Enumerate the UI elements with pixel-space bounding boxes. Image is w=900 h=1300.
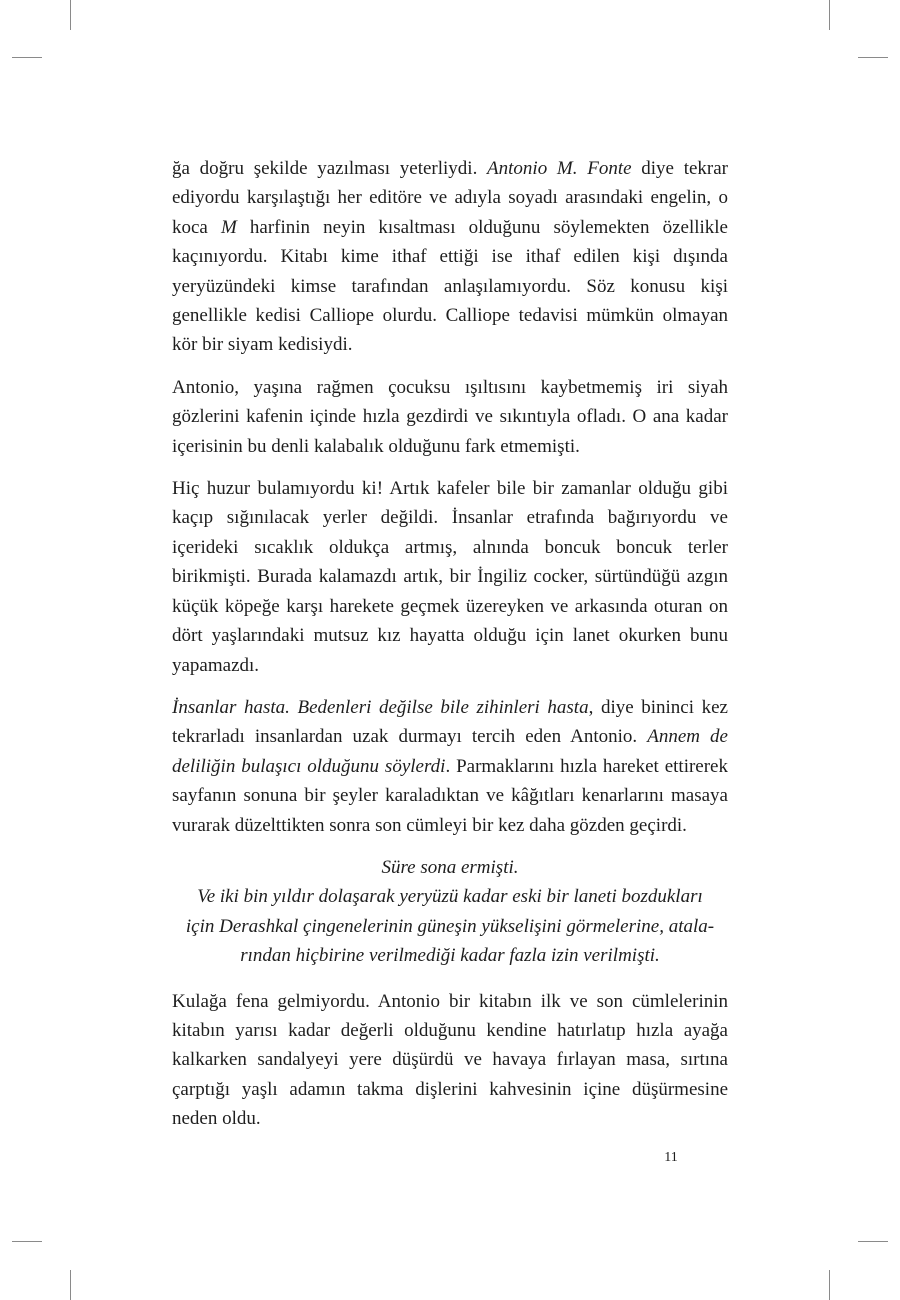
text-run: diye tekrar ediyordu karşılaştığı her editöre ve adıyla soyadı arasındaki engelin, o koca (172, 158, 728, 238)
crop-mark-top-left-h (12, 57, 42, 58)
paragraph-2 (172, 373, 728, 461)
text-run: Antonio, yaşına rağmen çocuksu ışıltısını kaybetmemiş iri siyah gözlerini kafenin içinde hızla gezdirdi ve sıkıntıyla ofladı. O ana kadar içerisinin bu denli kalabalık olduğunu fark etmemişti. (172, 376, 728, 457)
paragraph-closing (172, 987, 728, 1134)
paragraph-1 (172, 154, 728, 360)
centered-quote (172, 853, 728, 971)
text-run: Kulağa fena gelmiyordu. Antonio bir kitabın ilk ve son cümlelerinin kitabın yarısı kadar değerli olduğunu kendine hatırlatıp hızla ayağa kalkarken sandalyeyi yere düşürdü ve havaya fırlayan masa, sırtına çarptığı yaşlı adamın takma dişlerini kahvesinin içine düşürmesine neden oldu. (172, 990, 728, 1130)
italic-run: Antonio M. Fonte (487, 158, 632, 179)
page-body (172, 154, 728, 1147)
crop-mark-bottom-right-h (858, 1241, 888, 1242)
text-run: , diye bininci kez tekrarladı insanlardan uzak durmayı tercih eden Antonio. (172, 696, 728, 748)
text-run: harfinin neyin kısaltması olduğunu söylemekten özellikle kaçınıyordu. Kitabı kime ithaf ettiği ise ithaf edilen kişi dışında yeryüzündeki kimse tarafından anlaşılamıyordu. Söz konusu kişi genellikle kedisi Calliope olurdu. Calliope tedavisi mümkün olmayan kör bir siyam kedisiydi. (172, 216, 728, 356)
crop-mark-bottom-left (70, 1270, 71, 1300)
text-run: ğa doğru şekilde yazılması yeterliydi. (172, 158, 488, 179)
crop-mark-bottom-left-h (12, 1241, 42, 1242)
crop-mark-top-right (829, 0, 830, 30)
italic-run: Annem de deliliğin bulaşıcı olduğunu söylerdi (172, 726, 728, 777)
italic-run: M (220, 216, 237, 238)
paragraph-4 (172, 693, 728, 840)
text-run: Hiç huzur bulamıyordu ki! Artık kafeler bile bir zamanlar olduğu gibi kaçıp sığınılacak yerler değildi. İnsanlar etrafında bağırıyordu ve içerideki sıcaklık oldukça artmış, alnında boncuk boncuk terler birikmişti. Burada kalamazdı artık, bir İngiliz cocker, sürtündüğü azgın küçük köpeğe karşı harekete geçmek üzereyken ve arkasında oturan on dört yaşlarındaki mutsuz kız hayatta olduğu için lanet okurken bunu yapamazdı. (172, 478, 728, 676)
text-run: . Parmaklarını hızla hareket ettirerek sayfanın sonuna bir şeyler karaladıktan ve kâğıtları kenarlarını masaya vurarak düzelttikten sonra son cümleyi bir kez daha gözden geçirdi. (172, 755, 728, 836)
page-number: 11 (664, 1150, 678, 1165)
quote-line: rından hiçbirine verilmediği kadar fazla izin verilmişti. (240, 945, 660, 967)
quote-line: Süre sona ermişti. (381, 856, 519, 878)
crop-mark-top-right-h (858, 57, 888, 58)
paragraph-3 (172, 474, 728, 680)
crop-mark-bottom-right (829, 1270, 830, 1300)
quote-line: için Derashkal çingenelerinin güneşin yükselişini görmelerine, atala- (185, 915, 715, 937)
crop-mark-top-left (70, 0, 71, 30)
quote-line: Ve iki bin yıldır dolaşarak yeryüzü kadar eski bir laneti bozdukları (197, 886, 703, 908)
italic-run: İnsanlar hasta. Bedenleri değilse bile zihinleri hasta (172, 696, 589, 718)
